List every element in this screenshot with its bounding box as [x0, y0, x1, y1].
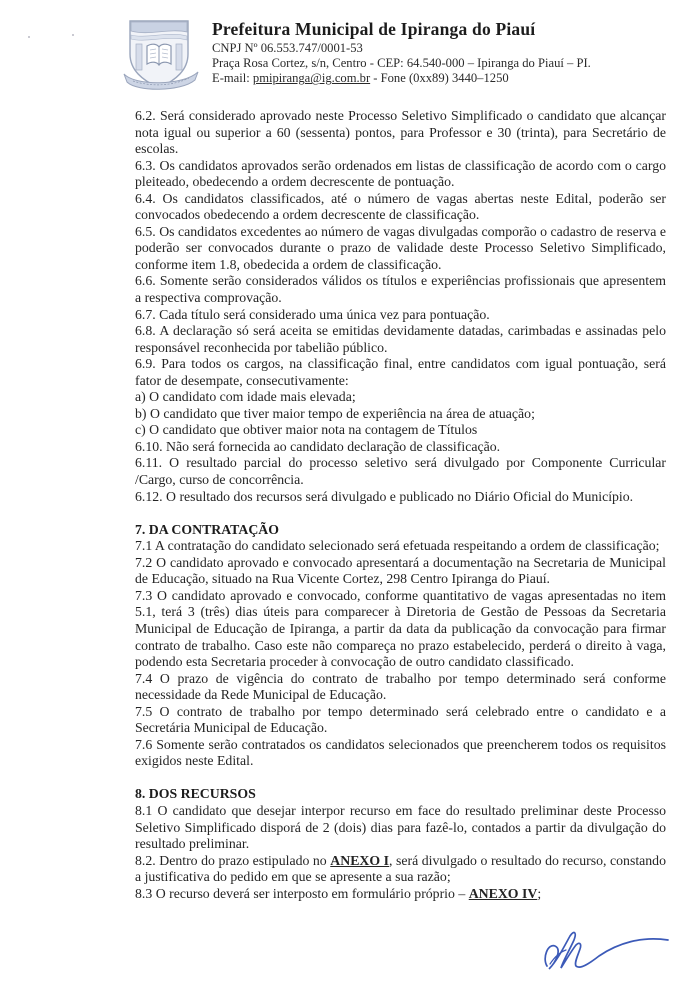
org-cnpj: CNPJ Nº 06.553.747/0001-53 [212, 41, 363, 55]
text-run: 7.1 A contratação do candidato selecionado será efetuada respeitando a ordem de classificação; [135, 538, 660, 554]
text-run: 7. DA CONTRATAÇÃO [135, 521, 279, 537]
document-paragraph [135, 323, 666, 356]
text-run: 6.5. Os candidatos excedentes ao número de vagas divulgadas comporão o cadastro de reserva e poderão ser convocados durante o prazo de validade deste Processo Seletivo Simplificado, conforme item 1.8, obedecida a ordem de classificação. [135, 223, 666, 272]
text-run: c) O candidato que obtiver maior nota na contagem de Títulos [135, 422, 478, 438]
scan-speck [72, 34, 74, 36]
document-paragraph [135, 108, 666, 158]
text-run: 8.3 O recurso deverá ser interposto em formulário próprio – [135, 885, 469, 901]
document-paragraph [135, 588, 666, 671]
document-paragraph [135, 737, 666, 770]
document-paragraph [135, 356, 666, 389]
document-paragraph [135, 307, 666, 324]
text-run: 6.6. Somente serão considerados válidos os títulos e experiências profissionais que apresentem a respectiva comprovação. [135, 273, 666, 306]
email-link[interactable]: pmipiranga@ig.com.br [252, 71, 371, 86]
text-run: b) O candidato que tiver maior tempo de experiência na área de atuação; [135, 405, 535, 421]
document-paragraph [135, 489, 666, 506]
document-paragraph [135, 704, 666, 737]
text-run: 6.9. Para todos os cargos, na classificação final, entre candidatos com igual pontuação, será fator de desempate, consecutivamente: [135, 356, 666, 388]
text-run: 6.8. A declaração só será aceita se emitidas devidamente datadas, carimbadas e assinadas pelo responsável reconhecida por tabelião público. [135, 323, 666, 355]
document-header [121, 16, 666, 100]
emphasized-text: ANEXO IV [468, 885, 538, 901]
document-paragraph [135, 439, 666, 456]
org-contact-line [212, 71, 591, 86]
text-run: 8.1 O candidato que desejar interpor recurso em face do resultado preliminar deste Processo Seletivo Simplificado disporá de 2 (dois) dias para fazê-lo, contados a partir da divulgação do resultado preliminar. [135, 802, 666, 852]
text-run: a) O candidato com idade mais elevada; [135, 389, 356, 405]
document-paragraph [135, 538, 666, 555]
text-run: 7.3 O candidato aprovado e convocado, conforme quantitativo de vagas apresentadas no item 5.1, terá 3 (três) dias úteis para comparecer à Diretoria de Gestão de Pessoas da Secretaria Municipal de Educação de Ipiranga, a partir da data da publicação da convocação para firmar contrato de trabalho. Caso este não compareça no prazo estabelecido, perderá o direito à vaga, podendo esta Secretaria proceder à convocação de outro candidato classificado. [135, 587, 666, 670]
scan-speck [28, 36, 30, 38]
document-paragraph [135, 555, 666, 588]
text-run: 7.4 O prazo de vigência do contrato de trabalho por tempo determinado será conforme necessidade da Rede Municipal de Educação. [135, 670, 666, 703]
email-label: E-mail: [212, 71, 253, 86]
text-run: 7.5 O contrato de trabalho por tempo determinado será celebrado entre o candidato e a Secretária Municipal de Educação. [135, 703, 666, 736]
document-paragraph [135, 422, 666, 439]
text-run: ; [537, 885, 542, 901]
document-paragraph [135, 671, 666, 704]
document-paragraph [135, 406, 666, 423]
document-paragraph [135, 191, 666, 224]
section-heading [135, 786, 666, 803]
text-run: 6.4. Os candidatos classificados, até o número de vagas abertas neste Edital, poderão ser convocados obedecendo a ordem decrescente de classificação. [135, 190, 666, 223]
document-paragraph [135, 224, 666, 274]
emphasized-text: ANEXO I [330, 852, 390, 868]
org-address: Praça Rosa Cortez, s/n, Centro - CEP: 64.540-000 – Ipiranga do Piauí – PI. [212, 56, 591, 71]
handwritten-signature-icon [540, 924, 676, 982]
document-paragraph [135, 389, 666, 406]
document-paragraph [135, 455, 666, 488]
text-run: 7.6 Somente serão contratados os candidatos selecionados que preencherem todos os requisitos exigidos neste Edital. [135, 736, 666, 769]
text-run: 6.12. O resultado dos recursos será divulgado e publicado no Diário Oficial do Município. [135, 488, 634, 504]
coat-of-arms-icon [121, 16, 201, 100]
text-run: 8. DOS RECURSOS [135, 786, 256, 802]
section-heading [135, 522, 666, 539]
text-run: 6.3. Os candidatos aprovados serão ordenados em listas de classificação de acordo com o cargo pleiteado, obedecendo a ordem decrescente de pontuação. [135, 157, 666, 190]
text-run: 6.2. Será considerado aprovado neste Processo Seletivo Simplificado o candidato que alcançar nota igual ou superior a 60 (sessenta) pontos, para Professor e 30 (trinta), para Secretário de escolas. [135, 108, 666, 157]
document-paragraph [135, 158, 666, 191]
text-run: 6.10. Não será fornecida ao candidato declaração de classificação. [135, 438, 501, 454]
org-title: Prefeitura Municipal de Ipiranga do Piauí [212, 19, 536, 39]
document-paragraph [135, 803, 666, 853]
document-paragraph [135, 273, 666, 306]
text-run: 8.2. Dentro do prazo estipulado no [135, 852, 331, 868]
phone-label: - Fone (0xx89) 3440–1250 [370, 71, 509, 86]
header-text-block [212, 16, 591, 100]
document-body [135, 108, 666, 902]
document-paragraph [135, 886, 666, 903]
text-run: 7.2 O candidato aprovado e convocado apresentará a documentação na Secretaria de Municipal de Educação, situado na Rua Vicente Cortez, 298 Centro Ipiranga do Piauí. [135, 554, 666, 587]
document-paragraph [135, 853, 666, 886]
text-run: 6.11. O resultado parcial do processo seletivo será divulgado por Componente Curricular /Cargo, curso de concorrência. [135, 455, 666, 488]
text-run: , será divulgado o resultado do recurso, constando a justificativa do pedido em que se apresente a sua razão; [135, 852, 666, 885]
text-run: 6.7. Cada título será considerado uma única vez para pontuação. [135, 306, 490, 322]
